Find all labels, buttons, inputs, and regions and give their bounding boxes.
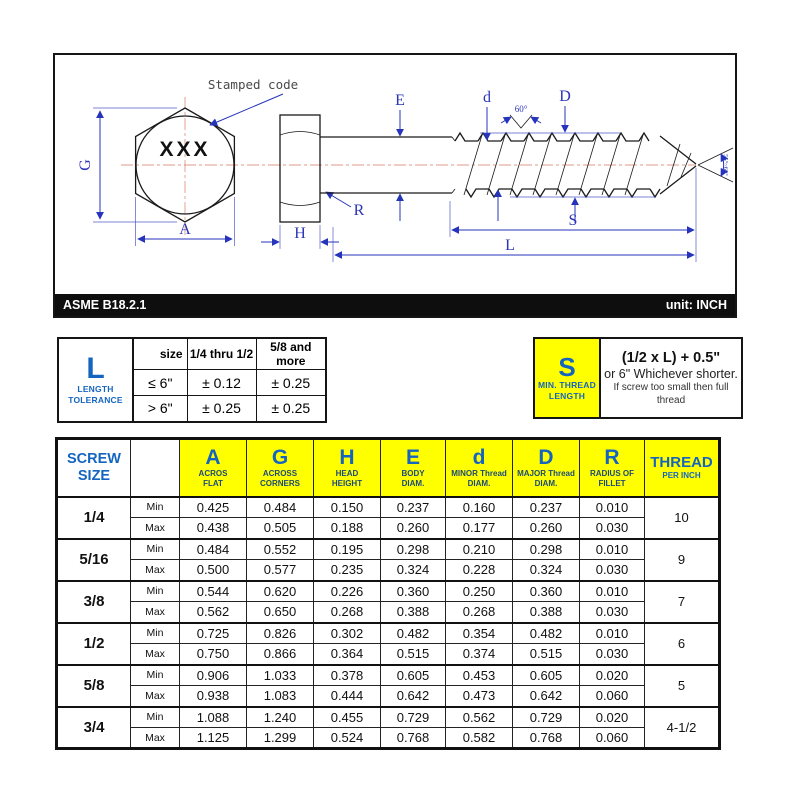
standard-name: ASME B18.2.1: [63, 298, 147, 312]
max-value: 0.060: [580, 728, 645, 749]
dimension-H: [261, 225, 339, 249]
min-value: 0.020: [580, 665, 645, 686]
min-value: 0.826: [247, 623, 314, 644]
key-caption: LENGTH: [77, 383, 114, 394]
point-angle-text: 55°~60°: [722, 154, 729, 176]
col-header-G: G ACROSS CORNERS: [247, 439, 314, 497]
min-value: 0.605: [381, 665, 446, 686]
max-value: 0.562: [180, 602, 247, 623]
hex-head-front-view: [136, 97, 235, 235]
max-value: 0.260: [381, 518, 446, 539]
col-header-thread-per-inch: THREAD PER INCH: [645, 439, 720, 497]
min-value: 0.250: [446, 581, 513, 602]
max-value: 0.228: [446, 560, 513, 581]
stamped-code-label: Stamped code: [207, 77, 299, 92]
max-value: 0.866: [247, 644, 314, 665]
min-label: Min: [131, 623, 180, 644]
threads-per-inch-value: 9: [645, 539, 720, 581]
spec-row-min: [57, 581, 720, 602]
min-value: 0.453: [446, 665, 513, 686]
col-header-large-range: 5/8 and more: [256, 338, 326, 370]
min-value: 0.482: [513, 623, 580, 644]
max-value: 0.768: [513, 728, 580, 749]
min-value: 0.425: [180, 497, 247, 518]
spec-row-min: [57, 623, 720, 644]
screw-size-label: 1/2: [57, 623, 131, 665]
max-value: 0.030: [580, 602, 645, 623]
max-value: 0.188: [314, 518, 381, 539]
key-caption: TOLERANCE: [68, 394, 123, 405]
min-value: 0.237: [381, 497, 446, 518]
min-value: 0.482: [381, 623, 446, 644]
min-value: 0.620: [247, 581, 314, 602]
tolerance-value: ± 0.25: [256, 370, 326, 396]
unit-note: unit: INCH: [665, 298, 727, 312]
spec-row-min: [57, 539, 720, 560]
min-label: Min: [131, 707, 180, 728]
dimension-R: [326, 192, 365, 219]
col-header-H: H HEAD HEIGHT: [314, 439, 381, 497]
tolerance-value: ± 0.25: [187, 396, 256, 422]
max-value: 0.324: [381, 560, 446, 581]
length-tolerance-table: [57, 337, 327, 423]
thread-angle-annotation: [501, 104, 541, 128]
min-value: 1.033: [247, 665, 314, 686]
max-value: 0.642: [513, 686, 580, 707]
min-label: Min: [131, 539, 180, 560]
tolerance-value: ± 0.12: [187, 370, 256, 396]
min-thread-length-key: [535, 339, 601, 417]
max-value: 0.268: [314, 602, 381, 623]
max-value: 1.299: [247, 728, 314, 749]
spec-row-max: [57, 518, 720, 539]
max-value: 0.444: [314, 686, 381, 707]
col-header-R: R RADIUS OF FILLET: [580, 439, 645, 497]
spec-row-max: [57, 686, 720, 707]
label-d: d: [483, 89, 491, 106]
max-value: 0.268: [446, 602, 513, 623]
key-caption: LENGTH: [548, 391, 586, 401]
col-header-D: D MAJOR Thread DIAM.: [513, 439, 580, 497]
min-value: 1.240: [247, 707, 314, 728]
spec-row-max: [57, 644, 720, 665]
max-value: 0.374: [446, 644, 513, 665]
threads-per-inch-value: 6: [645, 623, 720, 665]
point-angle-annotation: [698, 148, 733, 182]
max-label: Max: [131, 518, 180, 539]
minmax-header-blank: [131, 439, 180, 497]
spec-row-min: [57, 707, 720, 728]
max-value: 0.438: [180, 518, 247, 539]
max-value: 0.515: [381, 644, 446, 665]
key-letter-S: S: [558, 352, 576, 382]
max-value: 0.577: [247, 560, 314, 581]
max-value: 1.125: [180, 728, 247, 749]
min-value: 0.455: [314, 707, 381, 728]
thread-length-footnote: If screw too small then full thread: [613, 382, 729, 406]
col-header-size: size: [133, 338, 187, 370]
threads-per-inch-value: 4-1/2: [645, 707, 720, 749]
max-value: 0.030: [580, 518, 645, 539]
min-value: 0.020: [580, 707, 645, 728]
label-R: R: [353, 202, 365, 219]
threads-per-inch-value: 7: [645, 581, 720, 623]
threads-per-inch-value: 5: [645, 665, 720, 707]
min-value: 0.729: [513, 707, 580, 728]
max-value: 0.388: [381, 602, 446, 623]
min-value: 0.484: [180, 539, 247, 560]
spec-row-min: [57, 665, 720, 686]
spec-table-body: [57, 497, 720, 749]
label-E: E: [395, 92, 405, 109]
row-label: ≤ 6": [133, 370, 187, 396]
min-label: Min: [131, 665, 180, 686]
max-label: Max: [131, 728, 180, 749]
max-value: 0.364: [314, 644, 381, 665]
min-label: Min: [131, 497, 180, 518]
max-value: 0.388: [513, 602, 580, 623]
hex-head-side-view: [280, 115, 320, 222]
label-A: A: [179, 221, 191, 238]
stamped-code-callout: [208, 77, 298, 125]
max-value: 0.060: [580, 686, 645, 707]
min-value: 1.088: [180, 707, 247, 728]
screw-size-label: 1/4: [57, 497, 131, 539]
length-tolerance-key: [58, 338, 133, 422]
key-caption: MIN. THREAD: [538, 380, 596, 390]
label-L: L: [505, 237, 515, 254]
max-value: 0.473: [446, 686, 513, 707]
col-header-small-range: 1/4 thru 1/2: [187, 338, 256, 370]
min-value: 0.302: [314, 623, 381, 644]
min-value: 0.605: [513, 665, 580, 686]
max-value: 0.938: [180, 686, 247, 707]
min-value: 0.150: [314, 497, 381, 518]
min-value: 0.237: [513, 497, 580, 518]
max-label: Max: [131, 560, 180, 581]
screw-size-label: 3/4: [57, 707, 131, 749]
max-value: 0.750: [180, 644, 247, 665]
col-header-d: d MINOR Thread DIAM.: [446, 439, 513, 497]
max-value: 0.582: [446, 728, 513, 749]
label-S: S: [568, 212, 578, 229]
tolerance-value: ± 0.25: [256, 396, 326, 422]
spec-table: [55, 437, 721, 750]
screw-diagram: [55, 55, 735, 294]
max-value: 0.524: [314, 728, 381, 749]
min-thread-length-rule: [601, 339, 741, 417]
key-letter-L: L: [86, 351, 105, 385]
thread-angle-text: 60°: [514, 104, 528, 114]
min-value: 0.360: [381, 581, 446, 602]
max-value: 0.768: [381, 728, 446, 749]
min-value: 0.298: [513, 539, 580, 560]
min-value: 0.010: [580, 497, 645, 518]
min-value: 0.552: [247, 539, 314, 560]
stamped-code-text: XXX: [159, 138, 211, 161]
min-value: 0.378: [314, 665, 381, 686]
dimension-d: [483, 89, 498, 221]
dimension-S: [450, 168, 696, 262]
min-value: 0.010: [580, 539, 645, 560]
min-value: 0.729: [381, 707, 446, 728]
max-value: 0.515: [513, 644, 580, 665]
max-value: 0.030: [580, 560, 645, 581]
spec-row-max: [57, 602, 720, 623]
screw-size-label: 3/8: [57, 581, 131, 623]
screw-size-label: 5/8: [57, 665, 131, 707]
max-value: 0.030: [580, 644, 645, 665]
max-value: 0.642: [381, 686, 446, 707]
spec-row-max: [57, 728, 720, 749]
min-thread-length-table: [533, 337, 743, 419]
max-label: Max: [131, 602, 180, 623]
max-value: 0.500: [180, 560, 247, 581]
label-D: D: [559, 88, 571, 105]
min-value: 0.210: [446, 539, 513, 560]
min-value: 0.725: [180, 623, 247, 644]
max-value: 0.324: [513, 560, 580, 581]
max-value: 1.083: [247, 686, 314, 707]
max-value: 0.650: [247, 602, 314, 623]
max-value: 0.235: [314, 560, 381, 581]
min-value: 0.354: [446, 623, 513, 644]
min-value: 0.160: [446, 497, 513, 518]
screw-size-label: 5/16: [57, 539, 131, 581]
spec-row-min: [57, 497, 720, 518]
col-header-A: A ACROS FLAT: [180, 439, 247, 497]
min-value: 0.562: [446, 707, 513, 728]
min-value: 0.544: [180, 581, 247, 602]
dimension-E: [395, 92, 405, 221]
corner-header-screw-size: SCREW SIZE: [57, 439, 131, 497]
max-value: 0.177: [446, 518, 513, 539]
standard-bar: [55, 294, 735, 316]
dimension-L: [333, 227, 694, 262]
max-label: Max: [131, 686, 180, 707]
threads-per-inch-value: 10: [645, 497, 720, 539]
min-value: 0.360: [513, 581, 580, 602]
min-value: 0.484: [247, 497, 314, 518]
min-label: Min: [131, 581, 180, 602]
max-value: 0.260: [513, 518, 580, 539]
max-label: Max: [131, 644, 180, 665]
min-value: 0.298: [381, 539, 446, 560]
min-value: 0.906: [180, 665, 247, 686]
drawing-frame: [53, 53, 737, 318]
min-value: 0.195: [314, 539, 381, 560]
thread-length-formula: (1/2 x L) + 0.5": [621, 349, 721, 366]
label-H: H: [294, 225, 306, 242]
min-value: 0.010: [580, 623, 645, 644]
thread-length-note: or 6" Whichever shorter.: [604, 366, 738, 381]
spec-row-max: [57, 560, 720, 581]
max-value: 0.505: [247, 518, 314, 539]
label-G: G: [77, 159, 94, 171]
col-header-E: E BODY DIAM.: [381, 439, 446, 497]
min-value: 0.010: [580, 581, 645, 602]
min-value: 0.226: [314, 581, 381, 602]
row-label: > 6": [133, 396, 187, 422]
